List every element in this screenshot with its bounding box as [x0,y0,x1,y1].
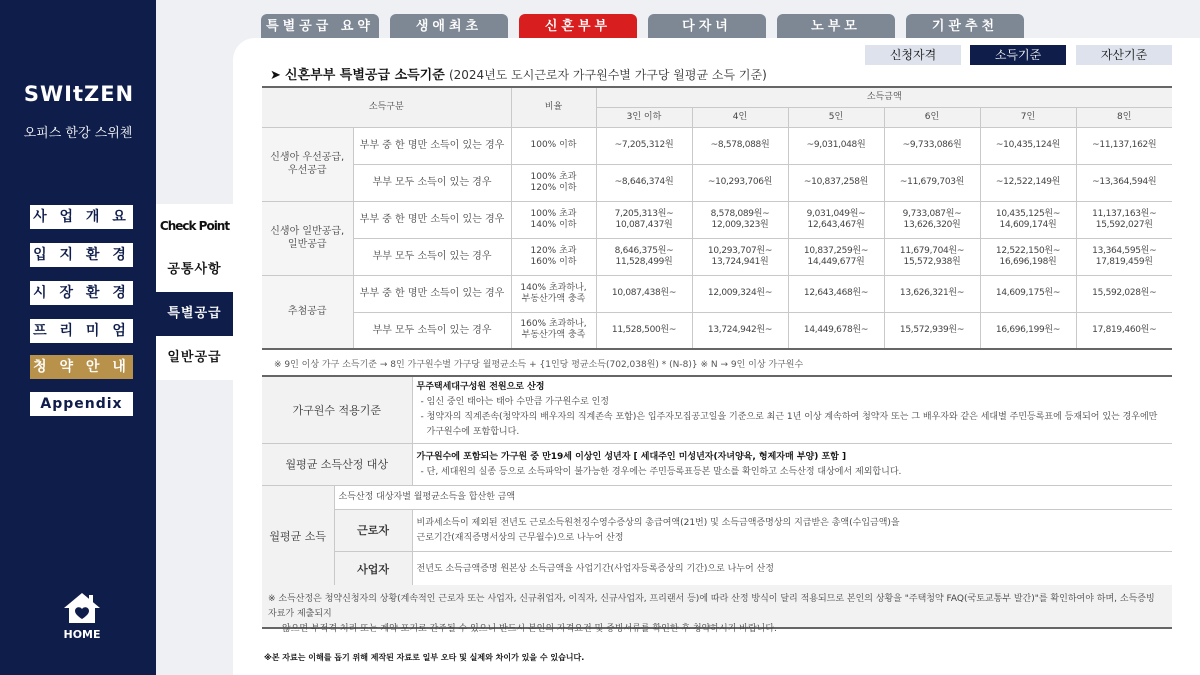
amount-line: 17,819,459원 [1095,256,1153,267]
table-row [262,201,1172,238]
section-title [270,64,767,83]
table-row [262,275,1172,312]
amount-line: ~9,031,048원 [806,140,866,150]
amount-line: 13,626,321원~ [899,288,965,298]
amount-line: ~11,137,162원 [1092,140,1157,150]
amount-cell [884,312,980,349]
amount-line: ~7,205,312원 [614,140,674,150]
tab-multi-child[interactable]: 다자녀 [648,14,766,39]
amount-cell [980,201,1076,238]
amount-cell [692,127,788,164]
tab-eligibility[interactable]: 신청자격 [865,45,961,65]
amount-line: 13,364,595원~ [1092,245,1157,256]
ratio-line: 140% 이하 [530,219,577,230]
amount-line: 11,528,499원 [615,256,673,267]
amount-line: 13,724,941원 [711,256,769,267]
household-label: 가구원수 적용기준 [262,376,412,444]
amount-cell [980,164,1076,201]
menu-business-overview[interactable]: 사 업 개 요 [30,205,133,229]
amount-cell [788,312,884,349]
amount-line: 11,137,163원~ [1092,208,1157,219]
ratio-line: 부동산가액 충족 [521,330,586,341]
income-calc-note-line-1: ※ 소득산정은 청약신청자의 상황(계속적인 근로자 또는 사업자, 신규취업자, 이직자, 신규사업자, 프리랜서 등)에 따라 산정 방식이 달리 적용되므로 본인의 상황을 "주택청약 FAQ(국토교통부 발간)"를 확인하여야 하며, 소득증빙 자료가 제출되지 [268,594,1155,619]
supply-type-line: 추첨공급 [287,306,327,318]
amount-cell [980,127,1076,164]
tab-income-criteria[interactable]: 소득기준 [970,45,1066,65]
amount-cell [1076,238,1172,275]
amount-line: 9,031,049원~ [806,208,866,219]
ratio-line: 160% 이하 [530,256,577,267]
business-label: 사업자 [334,552,412,587]
supply-type-line: 우선공급 [287,165,327,176]
arrow-bullet-icon: ➤ [270,68,281,83]
amount-line: 12,009,323원 [711,219,769,230]
worker-label: 근로자 [334,510,412,552]
disclaimer: ※본 자료는 이해를 돕기 위해 제작된 자료로 일부 오타 및 실제와 차이가 있을 수 있습니다. [264,653,585,662]
ratio-line: 100% 초과 [530,208,577,219]
condition-cell: 부부 중 한 명만 소득이 있는 경우 [353,127,511,164]
amount-cell [884,164,980,201]
amount-cell [692,275,788,312]
menu-subscription-guide[interactable]: 청 약 안 내 [30,355,133,379]
amount-line: 10,087,438원~ [611,288,677,298]
target-bold: 가구원수에 포함되는 가구원 중 만19세 이상인 성년자 [ 세대주인 미성년자(자녀양육, 형제자매 부양) 포함 ] [416,451,847,462]
subnav-check-point[interactable]: Check Point [156,204,233,248]
sidebar [0,0,156,675]
amount-line: ~9,733,086원 [902,140,962,150]
amount-cell [596,238,692,275]
amount-cell [596,127,692,164]
section-subtitle: (2024년도 도시근로자 가구원수별 가구당 월평균 소득 기준) [448,68,767,82]
amount-line: 12,643,468원~ [803,288,869,298]
supply-type-line: 신생아 우선공급, [270,152,345,163]
tab-institution[interactable]: 기관추천 [906,14,1024,39]
amount-line: 14,609,174원 [999,219,1057,230]
amount-cell [788,201,884,238]
household-line-1: - 임신 중인 태아는 태아 수만큼 가구원수로 인정 [420,397,609,407]
menu-market[interactable]: 시 장 환 경 [30,281,133,305]
amount-line: 10,087,437원 [615,219,673,230]
large-household-note: ※ 9인 이상 가구 소득기준 → 8인 가구원수별 가구당 월평균소득 + {1인당 평균소득(702,038원) * (N-8)} ※ N → 9인 이상 가구원수 [274,360,804,370]
table-row [262,127,1172,164]
amount-line: 17,819,460원~ [1092,324,1157,335]
supply-type-cell [262,127,353,201]
header-size: 3인 이하 [596,107,692,127]
amount-cell [596,164,692,201]
header-size: 5인 [788,107,884,127]
amount-cell [692,164,788,201]
menu-appendix[interactable]: Appendix [30,392,133,416]
ratio-line: 120% 이하 [530,182,577,193]
amount-line: 14,449,677원 [807,256,865,267]
amount-cell [1076,312,1172,349]
amount-cell [788,238,884,275]
amount-cell [788,164,884,201]
household-line-3: 가구원수에 포함합니다. [426,427,520,437]
supply-type-cell [262,201,353,275]
amount-line: 8,646,375원~ [614,245,674,256]
target-label: 월평균 소득산정 대상 [262,444,412,486]
amount-line: 8,578,089원~ [710,208,770,219]
ratio-line: 부동산가액 충족 [521,293,586,304]
home-label: HOME [63,628,101,641]
menu-location[interactable]: 입 지 환 경 [30,243,133,267]
amount-cell [1076,127,1172,164]
tab-first-home[interactable]: 생애최초 [390,14,508,39]
amount-line: 15,572,939원~ [899,324,965,335]
target-content [412,444,1172,486]
amount-line: 12,522,150원~ [995,245,1061,256]
site-name: 오피스 한강 스위첸 [23,126,133,141]
amount-cell [980,238,1076,275]
amount-line: 13,626,320원 [903,219,961,230]
brand-logo[interactable]: SWItZEN [23,82,135,106]
amount-line: 10,837,259원~ [803,245,869,256]
amount-line: ~13,364,594원 [1092,177,1157,187]
worker-content [412,510,1172,552]
amount-cell [788,275,884,312]
header-size: 7인 [980,107,1076,127]
amount-line: 15,572,938원 [903,256,961,267]
home-button[interactable] [58,590,106,641]
amount-line: ~10,293,706원 [707,177,773,187]
amount-cell [1076,201,1172,238]
menu-premium[interactable]: 프 리 미 엄 [30,319,133,343]
amount-line: ~8,646,374원 [614,177,674,187]
amount-line: ~10,435,124원 [995,140,1061,150]
amount-cell [692,312,788,349]
amount-line: ~12,522,149원 [995,177,1061,187]
ratio-cell [511,127,596,164]
ratio-cell [511,275,596,312]
header-amount: 소득금액 [596,87,1172,107]
ratio-line: 160% 초과하나, [520,319,587,330]
table-row [262,238,1172,275]
supply-type-line: 신생아 일반공급, [270,226,345,237]
header-size: 6인 [884,107,980,127]
amount-cell [884,238,980,275]
condition-cell: 부부 모두 소득이 있는 경우 [353,312,511,349]
amount-line: 12,643,467원 [807,219,865,230]
worker-line-1: 비과세소득이 제외된 전년도 근로소득원천징수영수증상의 총급여액(21번) 및 소득금액증명상의 지급받은 총액(수입금액)을 [416,517,900,528]
subnav-common[interactable]: 공통사항 [156,248,233,292]
header-ratio: 비율 [511,87,596,127]
income-criteria-table [262,86,1172,350]
ratio-cell [511,312,596,349]
subnav-general-supply[interactable]: 일반공급 [156,336,233,380]
home-icon [61,590,103,626]
amount-line: ~11,679,703원 [899,177,965,187]
section-title-text: 신혼부부 특별공급 소득기준 [285,68,445,83]
tab-asset-criteria[interactable]: 자산기준 [1076,45,1172,65]
header-category: 소득구분 [262,87,511,127]
amount-line: 12,009,324원~ [707,288,773,298]
condition-cell: 부부 모두 소득이 있는 경우 [353,238,511,275]
amount-cell [884,201,980,238]
income-calc-note-line-2: 않으면 부적격 처리 또는 계약 포기로 간주될 수 있으니 반드시 본인의 자격요건 및 증빙서류를 확인한 후 청약하시기 바랍니다. [282,624,777,634]
amount-cell [884,127,980,164]
monthly-sum: 소득산정 대상자별 월평균소득을 합산한 금액 [334,486,1172,510]
ratio-line: 120% 초과 [530,245,577,256]
amount-cell [1076,275,1172,312]
amount-cell [692,201,788,238]
ratio-line: 140% 초과하나, [520,282,587,293]
table-row [262,312,1172,349]
amount-cell [1076,164,1172,201]
household-bold: 무주택세대구성원 전원으로 산정 [416,382,545,392]
amount-line: 11,528,500원~ [611,324,677,335]
income-rules-table [262,375,1172,587]
amount-line: 13,724,942원~ [707,324,773,335]
ratio-line: 100% 이하 [530,140,577,150]
monthly-label: 월평균 소득 [262,486,334,587]
header-size: 8인 [1076,107,1172,127]
amount-cell [596,201,692,238]
amount-line: 15,592,028원~ [1092,288,1157,298]
amount-line: 16,696,199원~ [995,324,1061,335]
household-line-2: - 청약자의 직계존속(청약자의 배우자의 직계존속 포함)은 입주자모집공고일을 기준으로 최근 1년 이상 계속하여 청약자 또는 그 배우자와 같은 세대별 주민등록표에 등재되어 있는 경우에만 [420,412,1158,422]
table-row [262,164,1172,201]
condition-cell: 부부 중 한 명만 소득이 있는 경우 [353,201,511,238]
target-line-1: - 단, 세대원의 실종 등으로 소득파악이 불가능한 경우에는 주민등록표등본 말소를 확인하고 소득산정 대상에서 제외합니다. [420,466,902,477]
header-size: 4인 [692,107,788,127]
ratio-cell [511,238,596,275]
amount-cell [980,312,1076,349]
amount-cell [596,312,692,349]
supply-type-cell [262,275,353,349]
amount-line: 7,205,313원~ [614,208,674,219]
amount-cell [596,275,692,312]
amount-line: 14,609,175원~ [995,288,1061,298]
amount-cell [788,127,884,164]
ratio-cell [511,201,596,238]
amount-line: ~8,578,088원 [710,140,770,150]
amount-line: 14,449,678원~ [803,324,869,335]
amount-line: 11,679,704원~ [899,245,965,256]
income-calc-note [262,585,1172,634]
condition-cell: 부부 중 한 명만 소득이 있는 경우 [353,275,511,312]
amount-line: 10,435,125원~ [995,208,1061,219]
condition-cell: 부부 모두 소득이 있는 경우 [353,164,511,201]
household-content [412,376,1172,444]
worker-line-2: 근로기간(재직증명서상의 근무월수)으로 나누어 산정 [416,532,624,543]
amount-line: 9,733,087원~ [902,208,962,219]
business-content: 전년도 소득금액증명 원본상 소득금액을 사업기간(사업자등록증상의 기간)으로 나누어 산정 [412,552,1172,587]
tab-newlyweds[interactable]: 신혼부부 [519,14,637,39]
amount-cell [884,275,980,312]
supply-type-line: 일반공급 [287,239,327,250]
ratio-cell [511,164,596,201]
amount-cell [692,238,788,275]
tab-special-summary[interactable]: 특별공급 요약 [261,14,379,39]
amount-line: 15,592,027원 [1095,219,1153,230]
subnav-special-supply[interactable]: 특별공급 [156,292,233,336]
amount-line: ~10,837,258원 [803,177,869,187]
tab-elderly-parents[interactable]: 노부모 [777,14,895,39]
amount-line: 16,696,198원 [999,256,1057,267]
amount-cell [980,275,1076,312]
ratio-line: 100% 초과 [530,171,577,182]
amount-line: 10,293,707원~ [707,245,773,256]
